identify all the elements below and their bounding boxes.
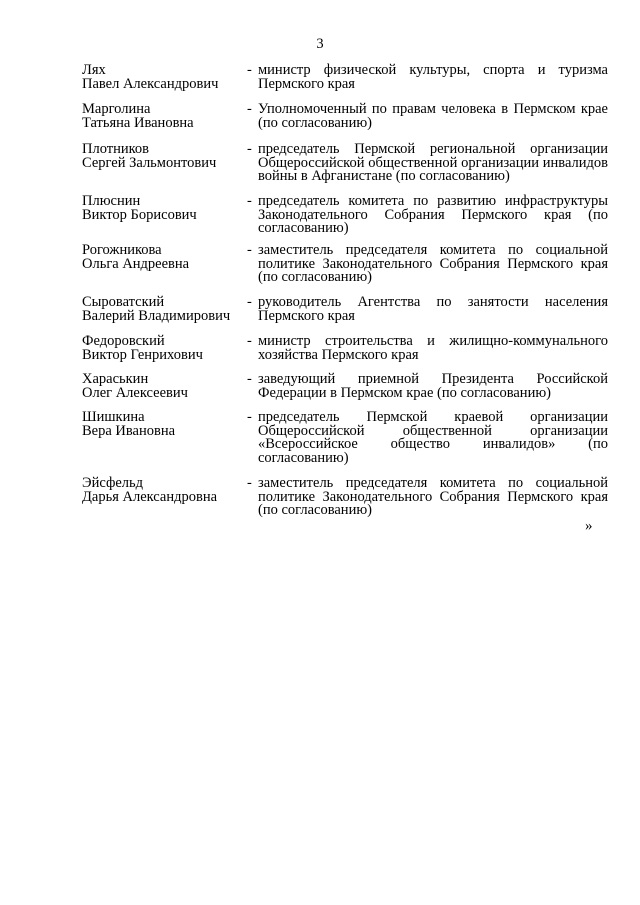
member-given-names: Виктор Генрихович <box>82 346 203 363</box>
member-dash: - <box>247 141 252 157</box>
member-dash: - <box>247 242 252 258</box>
member-name <box>82 103 242 130</box>
member-name <box>82 195 242 222</box>
member-role: заместитель председателя комитета по социальной политике Законодательного Собрания Пермского края (по согласованию) <box>258 475 608 519</box>
member-given-names: Валерий Владимирович <box>82 307 231 324</box>
member-role: министр физической культуры, спорта и туризма Пермского края <box>258 62 608 92</box>
member-role: руководитель Агентства по занятости населения Пермского края <box>258 294 608 324</box>
member-dash: - <box>247 409 252 425</box>
member-role: председатель Пермской региональной организации Общероссийской общественной организации инвалидов войны в Афганистане (по согласованию) <box>258 141 608 185</box>
member-dash: - <box>247 371 252 387</box>
closing-quote: » <box>585 518 593 534</box>
member-given-names: Виктор Борисович <box>82 206 197 223</box>
member-name <box>82 411 242 438</box>
member-name <box>82 335 242 362</box>
member-surname: Рогожникова <box>82 242 162 258</box>
member-surname: Плотников <box>82 141 150 157</box>
member-given-names: Сергей Зальмонтович <box>82 154 217 171</box>
member-name <box>82 477 242 504</box>
member-name <box>82 296 242 323</box>
member-name <box>82 143 242 170</box>
member-dash: - <box>247 62 252 78</box>
member-surname: Лях <box>82 62 106 78</box>
member-dash: - <box>247 294 252 310</box>
member-surname: Сыроватский <box>82 294 165 310</box>
member-name <box>82 64 242 91</box>
member-dash: - <box>247 193 252 209</box>
member-role: Уполномоченный по правам человека в Пермском крае (по согласованию) <box>258 101 608 131</box>
member-name <box>82 244 242 271</box>
member-given-names: Татьяна Ивановна <box>82 114 194 131</box>
page-number: 3 <box>316 36 324 52</box>
member-dash: - <box>247 475 252 491</box>
member-given-names: Павел Александрович <box>82 75 219 92</box>
member-given-names: Ольга Андреевна <box>82 255 190 272</box>
member-dash: - <box>247 101 252 117</box>
member-surname: Хараськин <box>82 371 149 387</box>
member-surname: Федоровский <box>82 333 165 349</box>
member-given-names: Дарья Александровна <box>82 488 218 505</box>
member-role: заместитель председателя комитета по социальной политике Законодательного Собрания Пермского края (по согласованию) <box>258 242 608 286</box>
member-name <box>82 373 242 400</box>
member-given-names: Олег Алексеевич <box>82 384 188 401</box>
member-role: председатель комитета по развитию инфраструктуры Законодательного Собрания Пермского края (по согласованию) <box>258 193 608 237</box>
member-role: председатель Пермской краевой организации Общероссийской общественной организации «Всероссийское общество инвалидов» (по согласованию) <box>258 409 608 466</box>
member-surname: Марголина <box>82 101 151 117</box>
member-given-names: Вера Ивановна <box>82 422 176 439</box>
member-surname: Плюснин <box>82 193 141 209</box>
member-surname: Шишкина <box>82 409 145 425</box>
member-surname: Эйсфельд <box>82 475 144 491</box>
member-dash: - <box>247 333 252 349</box>
member-role: министр строительства и жилищно-коммунального хозяйства Пермского края <box>258 333 608 363</box>
member-role: заведующий приемной Президента Российской Федерации в Пермском крае (по согласованию) <box>258 371 608 401</box>
